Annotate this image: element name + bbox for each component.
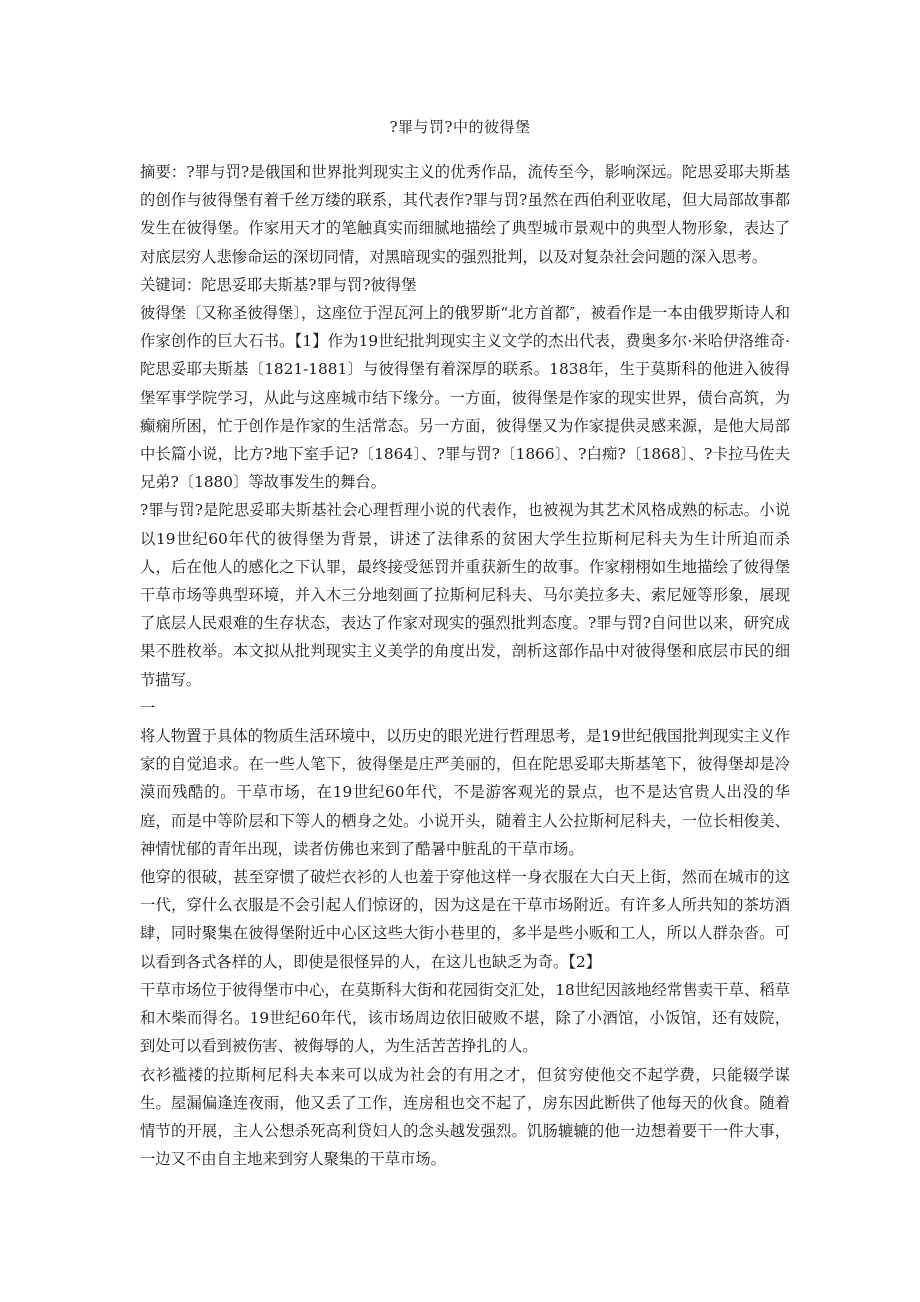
document-body	[140, 158, 790, 1173]
body-paragraph: 他穿的很破，甚至穿惯了破烂衣衫的人也羞于穿他这样一身衣服在大白天上街，然而在城市的这一代，穿什么衣服是不会引起人们惊讶的，因为这是在干草市场附近。有许多人所共知的茶坊酒肆，同时聚集在彼得堡附近中心区这些大街小巷里的，多半是些小贩和工人，所以人群杂沓。可以看到各式各样的人，即使是很怪异的人，在这儿也缺乏为奇。【2】	[140, 868, 790, 971]
body-paragraph: 衣衫褴褛的拉斯柯尼科夫本来可以成为社会的有用之才，但贫穷使他交不起学费，只能辍学谋生。屋漏偏逢连夜雨，他又丢了工作，连房租也交不起了，房东因此断供了他每天的伙食。随着情节的开展，主人公想杀死高利贷妇人的念头越发强烈。饥肠辘辘的他一边想着要干一件大事，一边又不由自主地来到穷人聚集的干草市场。	[140, 1065, 790, 1169]
keywords-line: 关键词：陀思妥耶夫斯基?罪与罚?彼得堡	[140, 275, 417, 294]
body-paragraph: 将人物置于具体的物质生活环境中，以历史的眼光进行哲理思考，是19世纪俄国批判现实主义作家的自觉追求。在一些人笔下，彼得堡是庄严美丽的，但在陀思妥耶夫斯基笔下，彼得堡却是冷漠而残酷的。干草市场，在19世纪60年代，不是游客观光的景点，也不是达官贵人出没的华庭，而是中等阶层和下等人的栖身之处。小说开头，随着主人公拉斯柯尼科夫，一位长相俊美、神情忧郁的青年出现，读者仿佛也来到了酷暑中脏乱的干草市场。	[140, 727, 790, 858]
section-number: 一	[140, 698, 156, 717]
body-paragraph: ?罪与罚?是陀思妥耶夫斯基社会心理哲理小说的代表作，也被视为其艺术风格成熟的标志。小说以19世纪60年代的彼得堡为背景，讲述了法律系的贫困大学生拉斯柯尼科夫为生计所迫而杀人，后在他人的感化之下认罪，最终接受惩罚并重获新生的故事。作家栩栩如生地描绘了彼得堡干草市场等典型环境，并入木三分地刻画了拉斯柯尼科夫、马尔美拉多夫、索尼娅等形象，展现了底层人民艰难的生存状态，表达了作家对现实的强烈批判态度。?罪与罚?自问世以来，研究成果不胜枚举。本文拟从批判现实主义美学的角度出发，剖析这部作品中对彼得堡和底层市民的细节描写。	[140, 501, 790, 689]
document-title: ?罪与罚?中的彼得堡	[389, 118, 531, 136]
abstract-paragraph: 摘要：?罪与罚?是俄国和世界批判现实主义的优秀作品，流传至今，影响深远。陀思妥耶夫斯基的创作与彼得堡有着千丝万缕的联系，其代表作?罪与罚?虽然在西伯利亚收尾，但大局部故事都发生在彼得堡。作家用天才的笔触真实而细腻地描绘了典型城市景观中的典型人物形象，表达了对底层穷人悲惨命运的深切同情，对黑暗现实的强烈批判，以及对复杂社会问题的深入思考。	[140, 163, 790, 266]
body-paragraph: 干草市场位于彼得堡市中心，在莫斯科大街和花园街交汇处，18世纪因該地经常售卖干草、稻草和木柴而得名。19世纪60年代，该市场周边依旧破败不堪，除了小酒馆，小饭馆，还有妓院，到处可以看到被伤害、被侮辱的人，为生活苦苦挣扎的人。	[140, 980, 790, 1056]
body-paragraph: 彼得堡〔又称圣彼得堡〕，这座位于涅瓦河上的俄罗斯“北方首都″，被看作是一本由俄罗斯诗人和作家创作的巨大石书。【1】作为19世纪批判现实主义文学的杰出代表，费奥多尔·米哈伊洛维奇·陀思妥耶夫斯基〔1821-1881〕与彼得堡有着深厚的联系。1838年，生于莫斯科的他进入彼得堡军事学院学习，从此与这座城市结下缘分。一方面，彼得堡是作家的现实世界，债台高筑，为癫痫所困，忙于创作是作家的生活常态。另一方面，彼得堡又为作家提供灵感来源，是他大局部中长篇小说，比方?地下室手记?〔1864〕、?罪与罚?〔1866〕、?白痴?〔1868〕、?卡拉马佐夫兄弟?〔1880〕等故事发生的舞台。	[140, 304, 790, 492]
